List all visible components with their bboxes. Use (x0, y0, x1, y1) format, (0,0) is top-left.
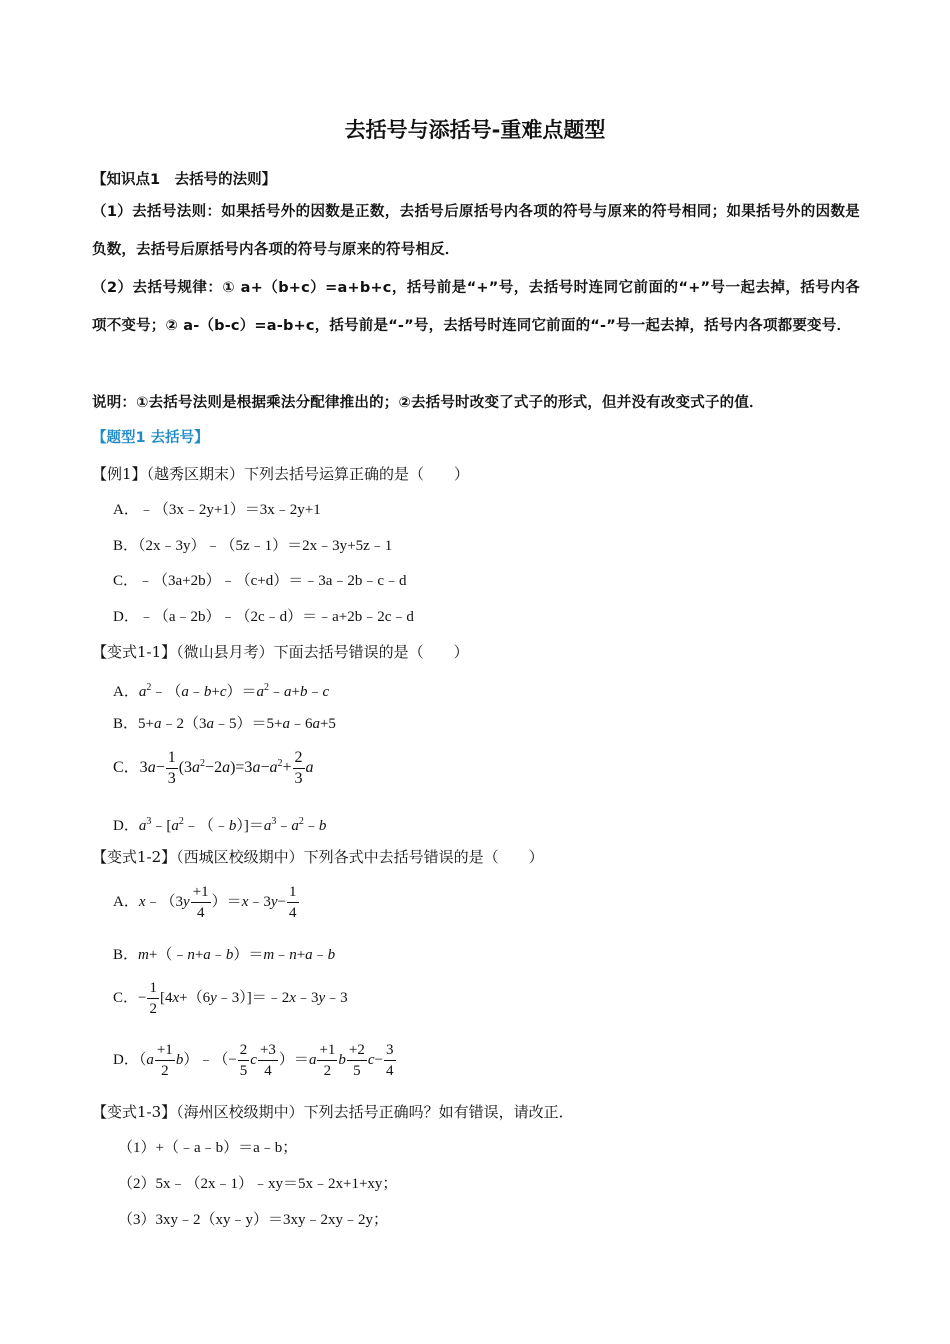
rule-2: （2）去括号规律：① a+（b+c）=a+b+c，括号前是“+”号，去括号时连同它前面的“+”号一起去掉，括号内各项不变号；② a-（b-c）=a-b+c，括号前是“-”号，去括号时连同它前面的“-”号一起去掉，括号内各项都要变号． (92, 280, 860, 334)
example1-option-c: C．﹣（3a+2b）﹣（c+d）＝﹣3a﹣2b﹣c﹣d (113, 573, 407, 589)
example1-stem: 【例1】（越秀区期末）下列去括号运算正确的是（ ） (92, 465, 470, 483)
example1-option-d: D．﹣（a﹣2b）﹣（2c﹣d）＝﹣a+2b﹣2c﹣d (113, 609, 414, 625)
variant11-option-b: B．5+a﹣2（3a﹣5）＝5+a﹣6a+5 (113, 716, 336, 732)
page-title: 去括号与添括号-重难点题型 (344, 118, 606, 142)
variant12-option-d: D．（a $\frac{+1}{2}$ b）﹣（− $\frac{2}{5}$ c $\frac{+3}{4}$ ）＝a $\frac{+1}{2}$ b $\frac{+2}{5}$ c− $\frac{3}{4}$ (113, 1042, 394, 1079)
rule-1: （1）去括号法则：如果括号外的因数是正数，去括号后原括号内各项的符号与原来的符号相同；如果括号外的因数是负数，去括号后原括号内各项的符号与原来的符号相反． (92, 204, 860, 258)
example1-option-b: B．（2x﹣3y）﹣（5z﹣1）＝2x﹣3y+5z﹣1 (113, 538, 393, 554)
variant13-question-1: （1）+（﹣a﹣b）＝a﹣b； (118, 1140, 298, 1156)
variant12-option-c: C．− $\frac{1}{2}$ [4x+（6y﹣3）]＝﹣2x﹣3y﹣3 (113, 980, 348, 1017)
variant13-question-2: （2）5x﹣（2x﹣1）﹣xy＝5x﹣2x+1+xy； (118, 1176, 398, 1192)
example1-option-a: A．﹣（3x﹣2y+1）＝3x﹣2y+1 (113, 502, 321, 518)
variant13-stem: 【变式1-3】（海州区校级期中）下列去括号正确吗？如有错误，请改正． (92, 1103, 574, 1121)
variant11-stem: 【变式1-1】（微山县月考）下面去括号错误的是（ ） (92, 643, 469, 661)
type1-heading: 【题型1 去括号】 (92, 430, 209, 446)
variant12-option-b: B．m+（﹣n+a﹣b）＝m﹣n+a﹣b (113, 947, 336, 963)
variant12-stem: 【变式1-2】（西城区校级期中）下列各式中去括号错误的是（ ） (92, 848, 544, 866)
rule-note: 说明：①去括号法则是根据乘法分配律推出的；②去括号时改变了式子的形式，但并没有改变式子的值． (92, 395, 764, 411)
variant11-option-a: A．$a^2﹣(a﹣b+c)=a^2﹣a+b﹣c$ (113, 682, 330, 700)
knowledge-heading: 【知识点1 去括号的法则】 (92, 172, 277, 188)
variant12-option-a: A．x﹣（3y $\frac{+1}{4}$ ）＝x﹣3y− $\frac{1}{4}$ (113, 884, 297, 921)
variant11-option-d: D．$a^3﹣[a^2﹣(﹣b)]=a^3﹣a^2﹣b$ (113, 816, 327, 834)
variant11-option-c: C．3a− $\frac{1}{3}$ $(3a^2-2a)=3a-a^2+$ $\frac{2}{3}$ a (113, 749, 314, 787)
variant13-question-3: （3）3xy﹣2（xy﹣y）＝3xy﹣2xy﹣2y； (118, 1212, 389, 1228)
